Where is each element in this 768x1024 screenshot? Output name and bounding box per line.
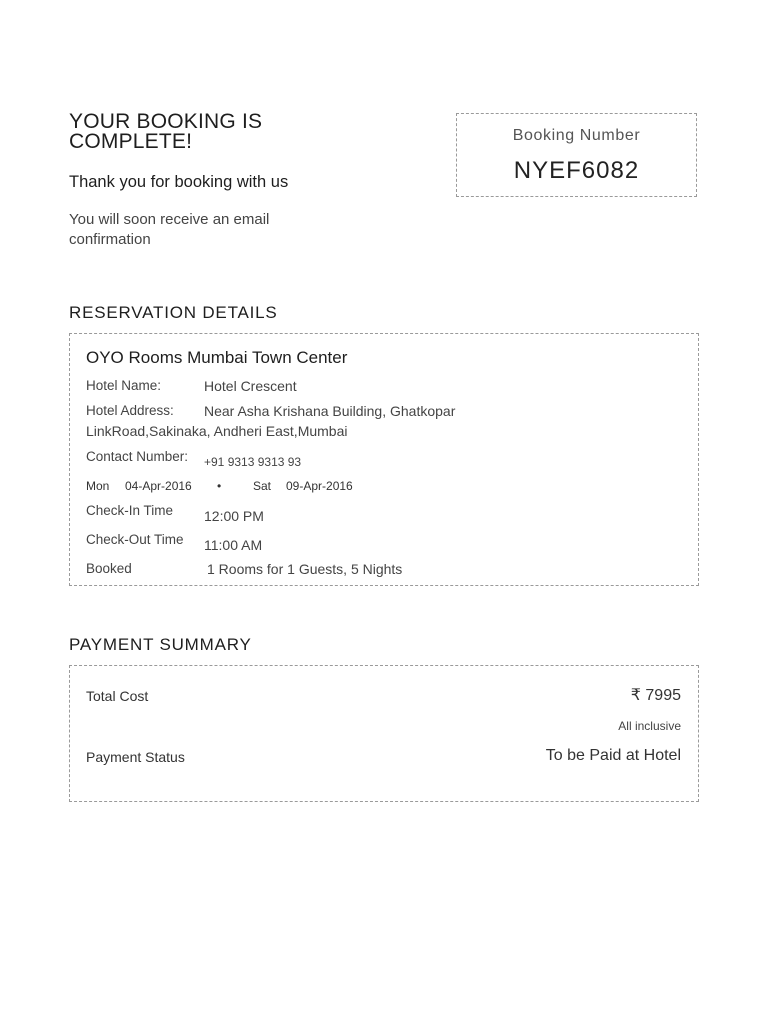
booked-value: 1 Rooms for 1 Guests, 5 Nights xyxy=(207,561,403,577)
hotel-name-value: Hotel Crescent xyxy=(204,378,297,394)
booking-number-box xyxy=(456,113,697,197)
hotel-address-line-1: Near Asha Krishana Building, Ghatkopar xyxy=(204,403,456,419)
payment-status-value: To be Paid at Hotel xyxy=(545,747,681,764)
total-cost-value: ₹ 7995 xyxy=(630,687,681,704)
contact-number-label: Contact Number: xyxy=(86,449,189,464)
booking-complete-heading xyxy=(69,112,369,152)
checkin-date: 04-Apr-2016 xyxy=(125,479,192,493)
checkout-day: Sat xyxy=(253,479,272,493)
booking-number-label: Booking Number xyxy=(512,127,641,144)
payment-status-label: Payment Status xyxy=(86,749,185,765)
reservation-details-title: RESERVATION DETAILS xyxy=(69,303,278,322)
checkout-time-value: 11:00 AM xyxy=(204,537,263,553)
hotel-name-label: Hotel Name: xyxy=(86,378,162,393)
hotel-address-label: Hotel Address: xyxy=(86,403,174,418)
hotel-address-line-2: LinkRoad,Sakinaka, Andheri East,Mumbai xyxy=(86,423,348,439)
checkin-day: Mon xyxy=(86,479,110,493)
checkout-time-label: Check-Out Time xyxy=(86,532,184,547)
booking-number-value: NYEF6082 xyxy=(513,157,640,184)
contact-number-value: +91 9313 9313 93 xyxy=(204,455,302,469)
checkin-time-value: 12:00 PM xyxy=(204,508,264,524)
payment-summary-box xyxy=(69,665,699,802)
payment-summary-title: PAYMENT SUMMARY xyxy=(69,635,252,654)
thanks-text: Thank you for booking with us xyxy=(69,173,289,191)
headline-line-1: YOUR BOOKING IS xyxy=(69,110,263,133)
headline-line-2: COMPLETE! xyxy=(69,130,193,153)
booked-label: Booked xyxy=(86,561,132,576)
checkin-time-label: Check-In Time xyxy=(86,503,174,518)
total-cost-label: Total Cost xyxy=(86,688,149,704)
reservation-details-box xyxy=(69,333,699,586)
all-inclusive-note: All inclusive xyxy=(618,719,681,733)
checkout-date: 09-Apr-2016 xyxy=(286,479,353,493)
email-confirmation-note: You will soon receive an email confirmation xyxy=(69,211,270,248)
hotel-title: OYO Rooms Mumbai Town Center xyxy=(86,348,348,367)
date-separator: • xyxy=(217,479,222,493)
